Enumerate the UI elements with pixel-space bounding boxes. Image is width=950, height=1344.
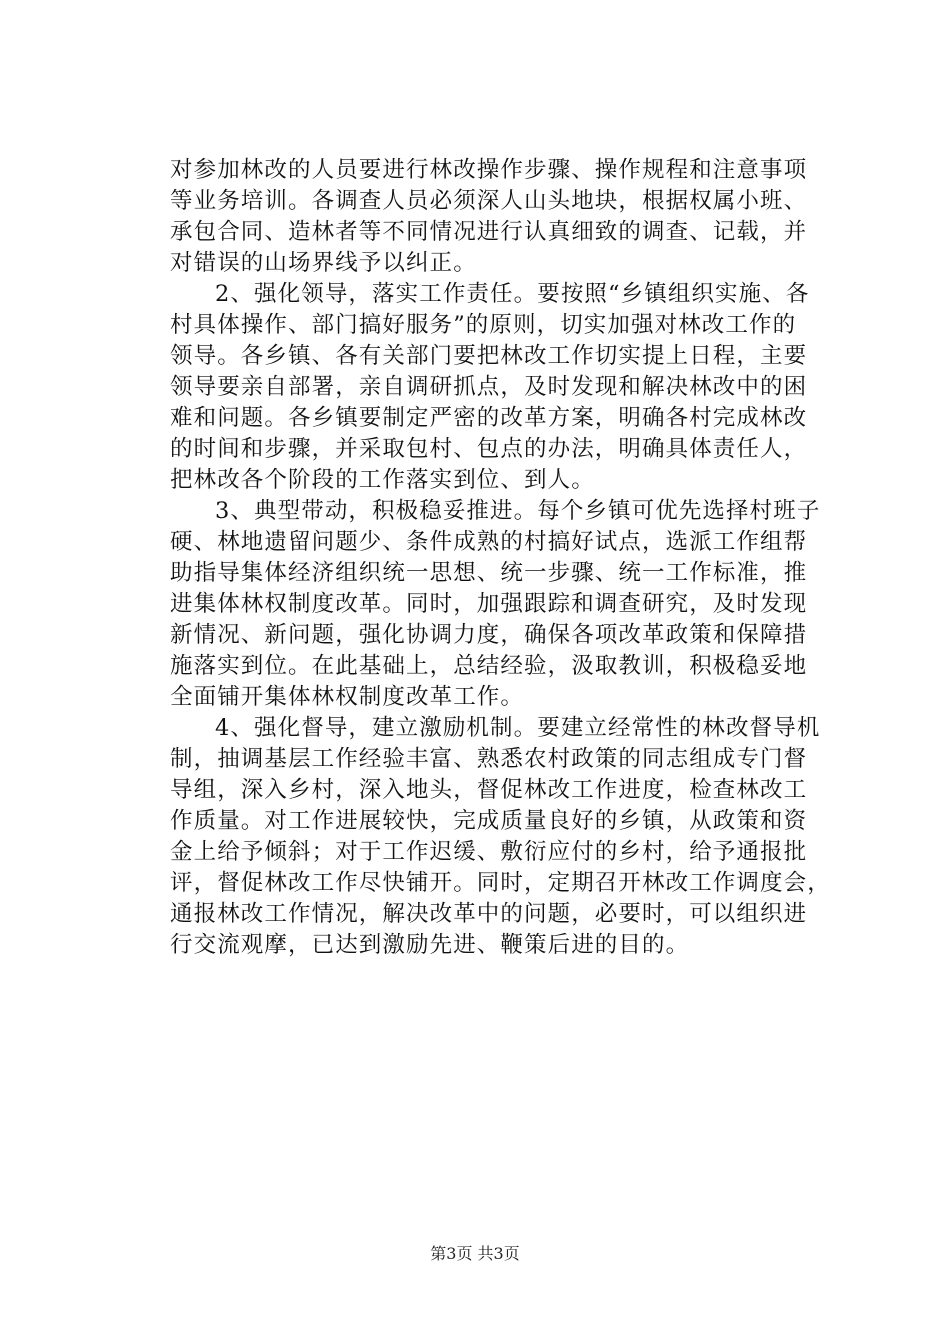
- text-line: 硬、林地遗留问题少、条件成熟的村搞好试点，选派工作组帮: [170, 529, 808, 555]
- text-line: 全面铺开集体林权制度改革工作。: [170, 684, 525, 710]
- text-line: 承包合同、造林者等不同情况进行认真细致的调查、记载，并: [170, 219, 808, 245]
- text-line: 对错误的山场界线予以纠正。: [170, 250, 477, 276]
- text-line: 施落实到位。在此基础上，总结经验，汲取教训，积极稳妥地: [170, 653, 808, 679]
- text-line: 导组，深入乡村，深入地头，督促林改工作进度，检查林改工: [170, 777, 808, 803]
- text-line: 进集体林权制度改革。同时，加强跟踪和调查研究，及时发现: [170, 591, 808, 617]
- text-line: 制，抽调基层工作经验丰富、熟悉农村政策的同志组成专门督: [170, 746, 808, 772]
- text-line: 新情况、新问题，强化协调力度，确保各项改革政策和保障措: [170, 622, 808, 648]
- text-line: 领导。各乡镇、各有关部门要把林改工作切实提上日程，主要: [170, 343, 808, 369]
- text-line: 对参加林改的人员要进行林改操作步骤、操作规程和注意事项: [170, 157, 808, 183]
- text-line: 难和问题。各乡镇要制定严密的改革方案，明确各村完成林改: [170, 405, 808, 431]
- text-line: 把林改各个阶段的工作落实到位、到人。: [170, 467, 595, 493]
- text-line: 作质量。对工作进展较快，完成质量良好的乡镇，从政策和资: [170, 808, 808, 834]
- text-line: 助指导集体经济组织统一思想、统一步骤、统一工作标准，推: [170, 560, 808, 586]
- document-body: [170, 155, 832, 961]
- paragraph-2-first-line: 2、强化领导，落实工作责任。要按照“乡镇组织实施、各: [215, 281, 810, 307]
- paragraph-3-first-line: 3、典型带动，积极稳妥推进。每个乡镇可优先选择村班子: [215, 498, 821, 524]
- paragraph-4-first-line: 4、强化督导，建立激励机制。要建立经常性的林改督导机: [215, 715, 821, 741]
- page-number-footer: 第3页 共3页: [430, 1244, 520, 1263]
- text-line: 行交流观摩，已达到激励先进、鞭策后进的目的。: [170, 932, 690, 958]
- text-line: 评，督促林改工作尽快铺开。同时，定期召开林改工作调度会，: [170, 870, 831, 896]
- text-line: 通报林改工作情况，解决改革中的问题，必要时，可以组织进: [170, 901, 808, 927]
- text-line: 村具体操作、部门搞好服务”的原则，切实加强对林改工作的: [170, 312, 797, 338]
- text-line: 的时间和步骤，并采取包村、包点的办法，明确具体责任人，: [170, 436, 808, 462]
- text-line: 等业务培训。各调查人员必须深人山头地块，根据权属小班、: [170, 188, 808, 214]
- text-line: 领导要亲自部署，亲自调研抓点，及时发现和解决林改中的困: [170, 374, 808, 400]
- text-line: 金上给予倾斜；对于工作迟缓、敷衍应付的乡村，给予通报批: [170, 839, 808, 865]
